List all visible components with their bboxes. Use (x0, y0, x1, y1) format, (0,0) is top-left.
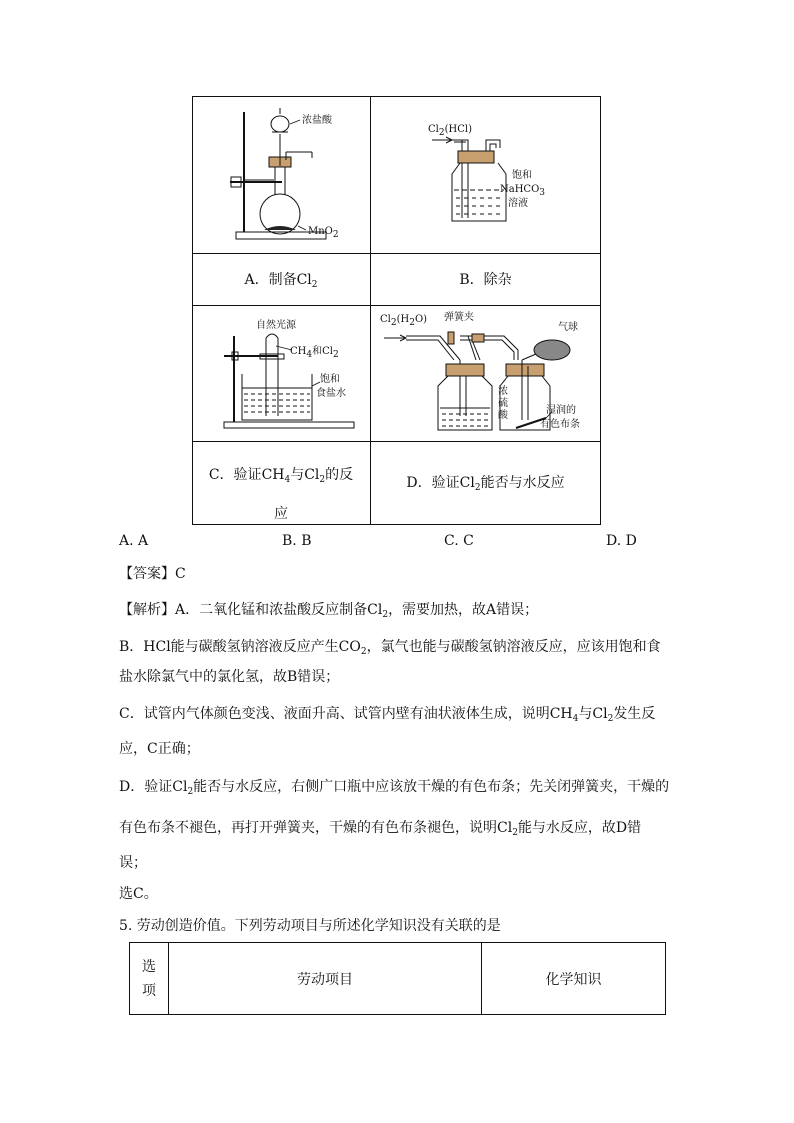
apparatus-table (192, 96, 601, 525)
question5-stem: 5. 劳动创造价值。下列劳动项目与所述化学知识没有关联的是 (119, 918, 501, 934)
svg-text:饱和: 饱和 (320, 374, 340, 385)
apparatus-d-chlorine-water-test (376, 310, 598, 438)
header-labor-project: 劳动项目 (169, 943, 482, 1015)
header-option (130, 943, 169, 1015)
svg-text:浓: 浓 (498, 386, 508, 397)
caption-b: B．除杂 (459, 272, 512, 288)
svg-text:CH4和Cl2: CH4和Cl2 (290, 346, 339, 360)
svg-text:气球: 气球 (558, 322, 578, 333)
table-row (130, 943, 666, 1015)
svg-text:MnO2: MnO2 (308, 226, 339, 240)
svg-text:有色布条: 有色布条 (540, 419, 580, 430)
apparatus-a-chlorine-generator (222, 106, 362, 246)
caption-c: C．验证$CH_4$与$Cl_2$的反 应 (208, 467, 354, 522)
option-b: B. B (282, 533, 312, 549)
svg-text:弹簧夹: 弹簧夹 (444, 312, 474, 323)
svg-text:硫: 硫 (498, 398, 508, 409)
svg-text:饱和: 饱和 (512, 170, 532, 181)
svg-text:食盐水: 食盐水 (316, 388, 346, 399)
svg-text:自然光源: 自然光源 (256, 320, 296, 331)
label-conc-hcl: 浓盐酸 (302, 115, 332, 126)
question5-table (129, 942, 666, 1015)
option-c: C. C (444, 533, 474, 549)
analysis-a: 【解析】A．二氧化锰和浓盐酸反应制备$Cl_2$，需要加热，故A错误； (119, 602, 539, 620)
analysis-d-line1: D．验证$Cl_2$能否与水反应，右侧广口瓶中应该放干燥的有色布条；先关闭弹簧夹，干燥的 (119, 779, 670, 797)
apparatus-c-methane-chlorination (220, 316, 368, 436)
svg-text:酸: 酸 (498, 410, 508, 421)
analysis-b-line2: 盐水除氯气中的氯化氢，故B错误； (119, 669, 340, 685)
svg-text:NaHCO3: NaHCO3 (500, 184, 546, 198)
analysis-d-line3: 误； (119, 855, 147, 871)
analysis-d-line2: 有色布条不褪色，再打开弹簧夹，干燥的有色布条褪色，说明$Cl_2$能与水反应，故D错 (119, 820, 642, 838)
analysis-conclusion: 选C。 (119, 886, 158, 902)
svg-text:Cl2(HCl): Cl2(HCl) (428, 124, 472, 138)
caption-d: D．验证$Cl_2$能否与水反应 (406, 475, 565, 493)
caption-a: A．制备$Cl_2$ (244, 272, 318, 290)
analysis-b-line1: B．HCl能与碳酸氢钠溶液反应产生$CO_2$，氯气也能与碳酸氢钠溶液反应，应该用饱和食 (119, 639, 661, 657)
svg-text:Cl2(H2O): Cl2(H2O) (380, 314, 428, 328)
analysis-c-line1: C．试管内气体颜色变浅、液面升高、试管内壁有油状液体生成，说明$CH_4$与$Cl_2$发生反 (119, 706, 656, 724)
answer-line: 【答案】C (119, 566, 186, 582)
svg-text:湿润的: 湿润的 (546, 405, 576, 416)
header-option-text: 选项 (142, 958, 156, 999)
option-a: A. A (119, 533, 149, 549)
apparatus-b-gas-washing-bottle (424, 118, 574, 238)
analysis-c-line2: 应，C正确； (119, 741, 200, 757)
svg-text:溶液: 溶液 (508, 198, 528, 209)
option-d: D. D (606, 533, 637, 549)
header-chem-knowledge: 化学知识 (482, 943, 666, 1015)
